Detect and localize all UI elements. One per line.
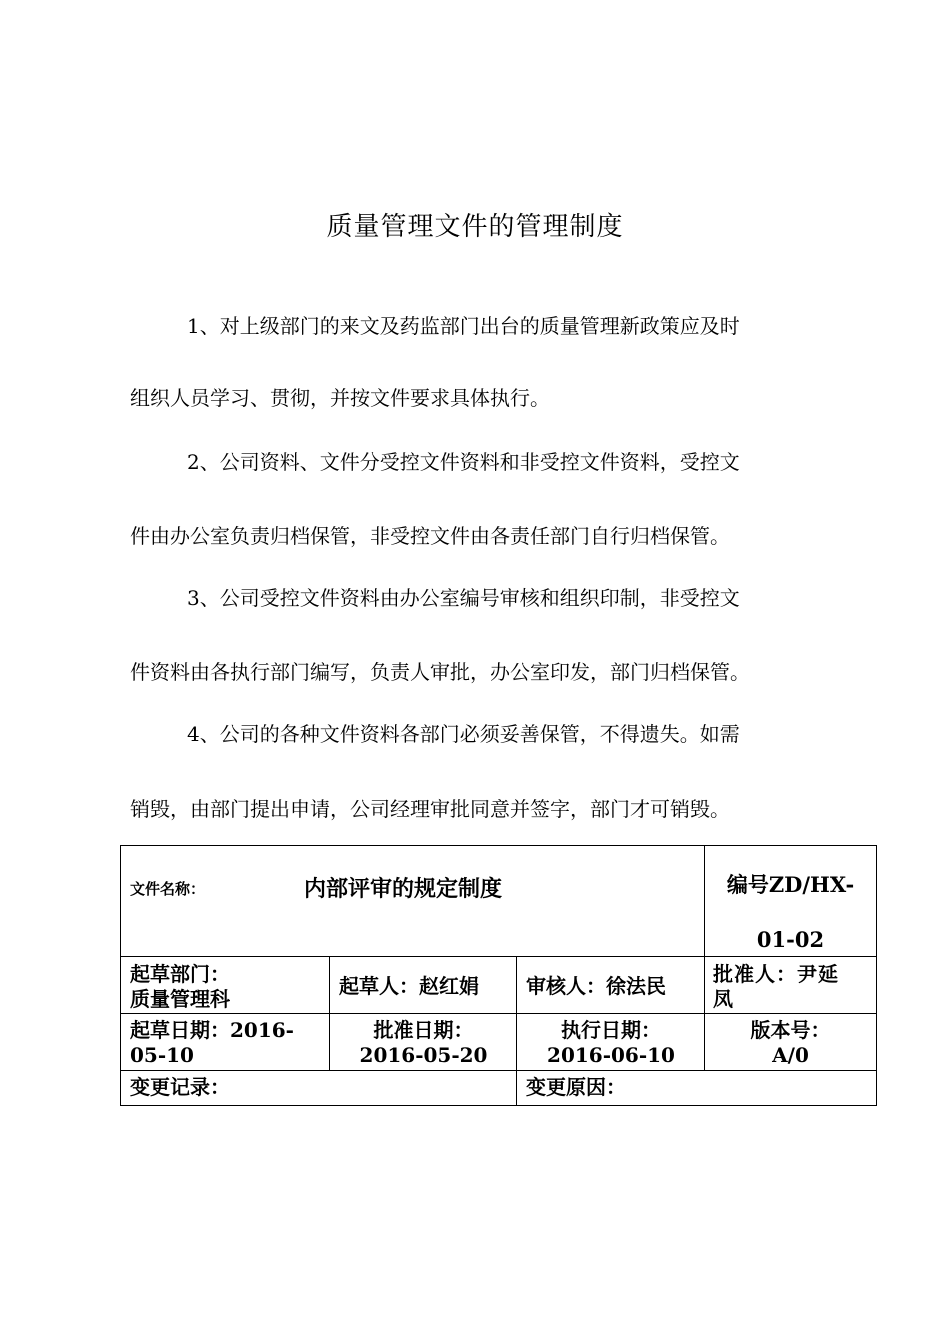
paragraph-4-line-2: 销毁，由部门提出申请，公司经理审批同意并签字，部门才可销毁。 [130,797,730,821]
document-number-cell [705,846,876,957]
draft-date-line-1: 起草日期：2016- [130,1018,294,1042]
change-reason-cell [517,1071,876,1105]
draft-dept-label: 起草部门： [130,962,230,986]
approve-date-value: 2016-05-20 [359,1043,488,1067]
paragraph-1-line-2: 组织人员学习、贯彻，并按文件要求具体执行。 [130,386,550,410]
reviewer-value: 审核人：徐法民 [526,974,666,998]
paragraph-1-line-1: 1、对上级部门的来文及药监部门出台的质量管理新政策应及时 [187,314,740,338]
reviewer-cell [517,957,705,1014]
paragraph-2-line-2: 件由办公室负责归档保管，非受控文件由各责任部门自行归档保管。 [130,524,730,548]
approver-cell [705,957,876,1014]
draft-date-cell [121,1014,330,1071]
document-control-table [120,845,877,1106]
change-record-cell [121,1071,517,1105]
file-name-value: 内部评审的规定制度 [304,876,503,902]
version-cell [705,1014,876,1071]
approver-line-1: 批准人：尹延 [713,962,839,986]
file-name-label: 文件名称： [130,880,206,898]
exec-date-value: 2016-06-10 [547,1043,675,1067]
version-label: 版本号： [750,1018,831,1042]
paragraph-2-line-1: 2、公司资料、文件分受控文件资料和非受控文件资料，受控文 [187,450,740,474]
approver-line-2: 凤 [713,987,733,1011]
change-reason-label: 变更原因： [526,1075,626,1099]
drafter-value: 起草人：赵红娟 [339,974,479,998]
document-number-line-1: 编号ZD/HX- [726,872,855,897]
paragraph-3-line-1: 3、公司受控文件资料由办公室编号审核和组织印制，非受控文 [187,586,740,610]
draft-dept-value: 质量管理科 [130,987,230,1011]
exec-date-cell [517,1014,705,1071]
paragraph-4-line-1: 4、公司的各种文件资料各部门必须妥善保管，不得遗失。如需 [187,722,740,746]
exec-date-label: 执行日期： [561,1018,661,1042]
draft-dept-cell [121,957,330,1014]
document-number-line-2: 01-02 [756,927,825,952]
document-title: 质量管理文件的管理制度 [326,212,624,242]
version-value: A/0 [772,1043,809,1067]
file-name-cell [121,846,705,957]
drafter-cell [330,957,517,1014]
approve-date-label: 批准日期： [373,1018,474,1042]
approve-date-cell [330,1014,517,1071]
change-record-label: 变更记录： [130,1075,230,1099]
paragraph-3-line-2: 件资料由各执行部门编写，负责人审批，办公室印发，部门归档保管。 [130,660,750,684]
draft-date-line-2: 05-10 [130,1043,194,1067]
